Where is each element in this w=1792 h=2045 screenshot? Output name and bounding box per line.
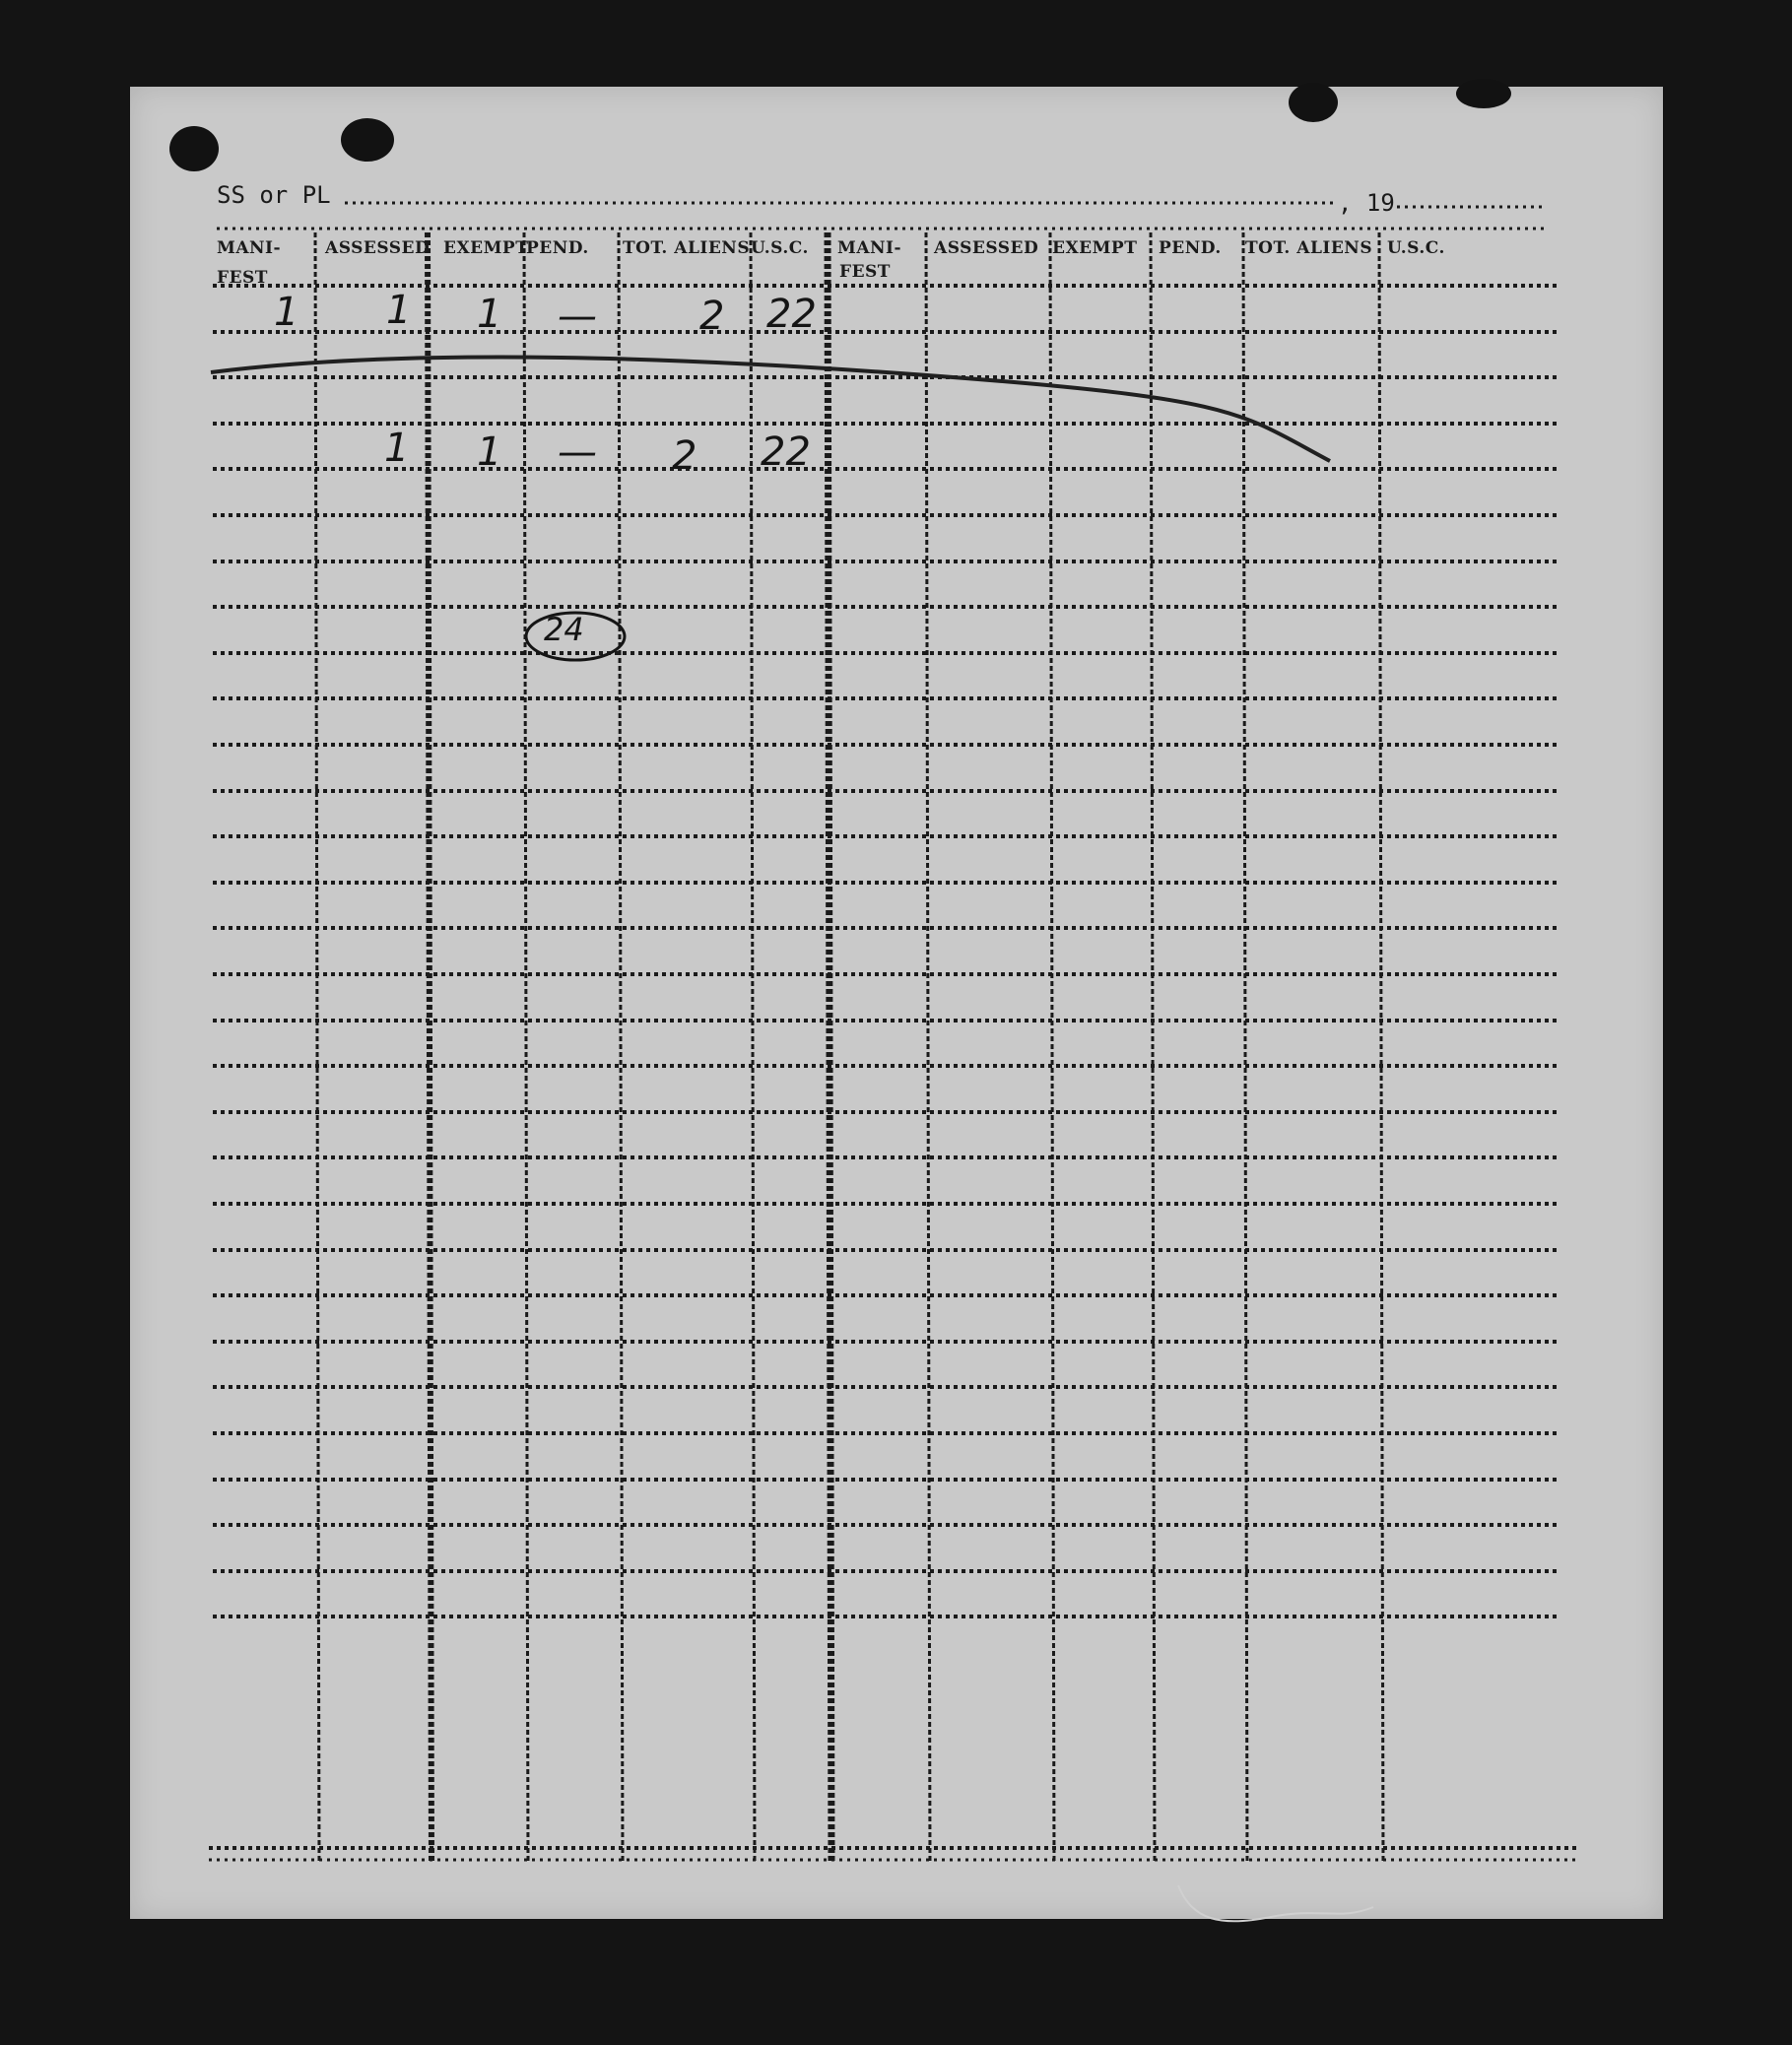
row1-pend: —: [558, 294, 597, 339]
col-head-tot-aliens-right: TOT. ALIENS: [1245, 238, 1373, 258]
col-head-pend-right: PEND.: [1159, 238, 1222, 258]
year-prefix: , 19: [1338, 189, 1395, 217]
col-head-manifest-right-sub: FEST: [839, 262, 891, 282]
row2-assessed: 1: [384, 426, 410, 471]
row2-tot-aliens: 2: [672, 433, 697, 479]
row1-manifest: 1: [274, 290, 299, 335]
col-head-manifest-left: MANI-: [217, 238, 282, 258]
column-rule: [524, 232, 528, 1862]
col-head-assessed-right: ASSESSED: [934, 238, 1039, 258]
col-head-manifest-right: MANI-: [837, 238, 902, 258]
row1-exempt: 1: [477, 292, 502, 337]
col-head-tot-aliens-left: TOT. ALIENS: [623, 238, 751, 258]
row1-assessed: 1: [386, 288, 412, 333]
column-rule: [619, 232, 623, 1862]
row2-exempt: 1: [477, 429, 502, 475]
row2-usc: 22: [761, 429, 811, 475]
col-head-usc-left: U.S.C.: [751, 238, 809, 258]
row2-pend: —: [558, 429, 597, 475]
col-head-assessed-left: ASSESSED: [325, 238, 431, 258]
col-head-manifest-left-sub: FEST: [217, 268, 268, 288]
col-head-pend-left: PEND.: [526, 238, 589, 258]
row1-usc: 22: [766, 292, 817, 337]
edge-scribble: [1178, 1885, 1373, 1921]
circled-note: 24: [544, 611, 584, 648]
col-head-exempt-left: EXEMPT: [443, 238, 529, 258]
column-rule: [926, 232, 930, 1862]
row1-tot-aliens: 2: [699, 294, 725, 339]
ship-label: SS or PL: [217, 181, 331, 209]
col-head-exempt-right: EXEMPT: [1052, 238, 1138, 258]
col-head-usc-right: U.S.C.: [1387, 238, 1445, 258]
